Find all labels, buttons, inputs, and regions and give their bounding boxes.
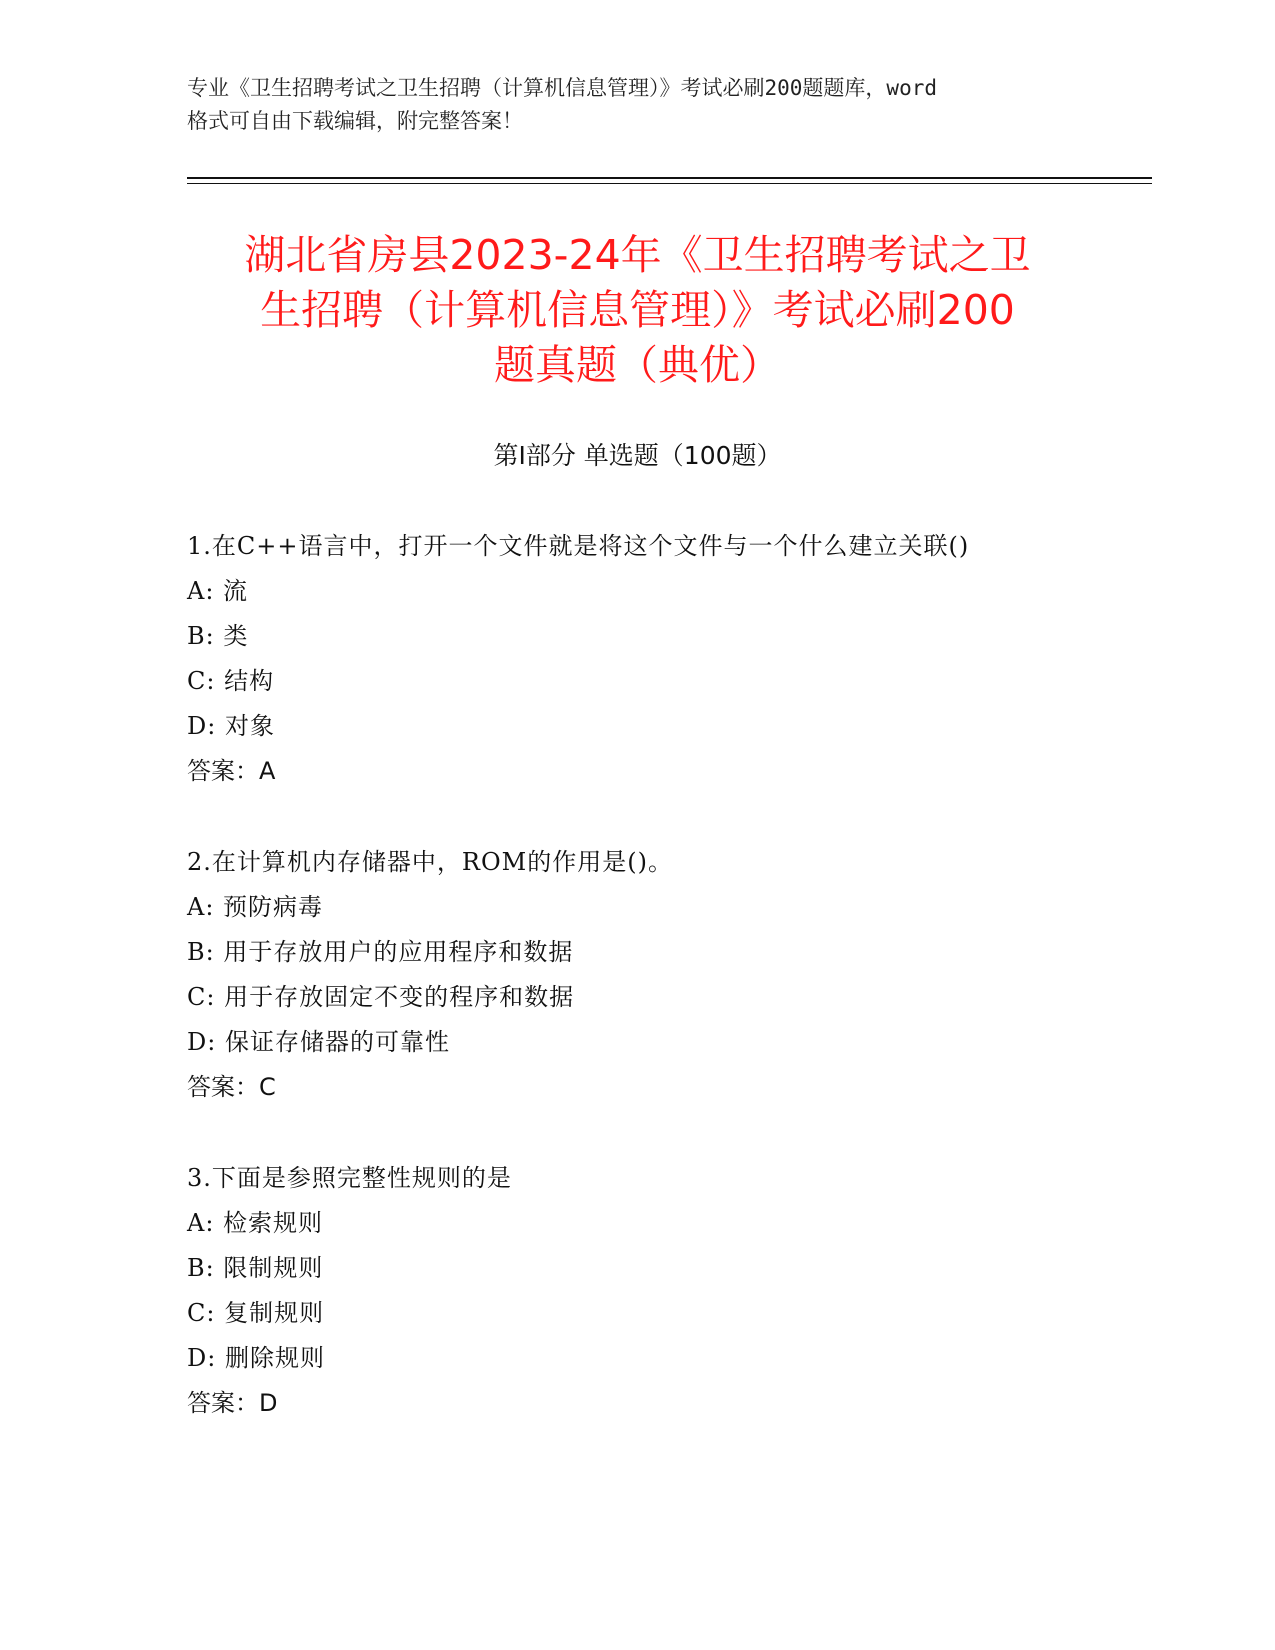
option-c: C: 复制规则 [187,1299,325,1327]
option-c: C: 用于存放固定不变的程序和数据 [187,983,575,1011]
option-d: D: 保证存储器的可靠性 [187,1028,450,1056]
title-line-3: 题真题（典优） [494,341,781,389]
option-a: A: 流 [187,577,249,605]
question-stem: 3.下面是参照完整性规则的是 [187,1164,512,1192]
answer: 答案：D [187,1389,278,1417]
question-block [187,530,1187,800]
header-note-line-2: 格式可自由下载编辑，附完整答案！ [187,109,523,133]
question-block [187,846,1187,1116]
header-note [187,72,1087,138]
question-block [187,1162,1187,1432]
option-b: B: 类 [187,622,249,650]
header-rule-thin [187,183,1152,184]
option-d: D: 对象 [187,712,275,740]
header-rule-thick [187,177,1152,179]
title-line-2: 生招聘（计算机信息管理）》考试必刷200 [260,286,1015,334]
header-note-line-1: 专业《卫生招聘考试之卫生招聘（计算机信息管理）》考试必刷200题题库，word [187,76,937,100]
option-b: B: 限制规则 [187,1254,324,1282]
question-stem: 2.在计算机内存储器中，ROM的作用是()。 [187,848,673,876]
option-c: C: 结构 [187,667,275,695]
option-a: A: 预防病毒 [187,893,324,921]
question-stem: 1.在C++语言中，打开一个文件就是将这个文件与一个什么建立关联() [187,532,970,560]
option-d: D: 删除规则 [187,1344,325,1372]
title-line-1: 湖北省房县2023-24年《卫生招聘考试之卫 [244,231,1031,279]
option-a: A: 检索规则 [187,1209,324,1237]
option-b: B: 用于存放用户的应用程序和数据 [187,938,574,966]
answer: 答案：A [187,757,276,785]
document-title [160,228,1115,393]
section-heading: 第Ⅰ部分 单选题（100题） [493,441,782,470]
answer: 答案：C [187,1073,276,1101]
